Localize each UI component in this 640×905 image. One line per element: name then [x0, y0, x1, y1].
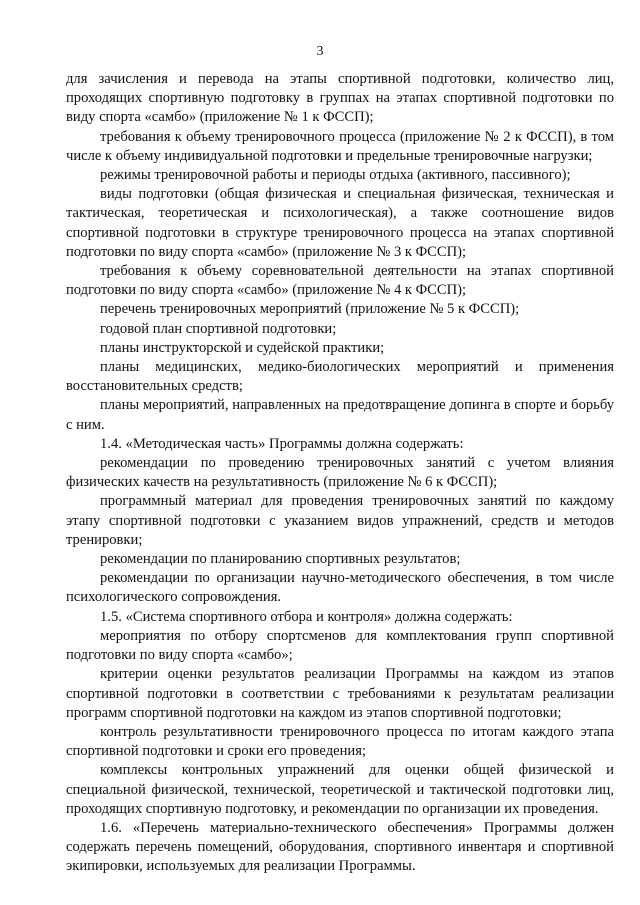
paragraph: критерии оценки результатов реализации Программы на каждом из этапов спортивной подготовки в соответствии с требованиями к результатам реализации программ спортивной подготовки на каждом из этапов спортивной подготовки;	[66, 666, 614, 721]
paragraph: комплексы контрольных упражнений для оценки общей физической и специальной физической, технической, теоретической и тактической подготовки лиц, проходящих спортивную подготовку, и рекомендации по организации их проведения.	[66, 762, 614, 817]
paragraph: требования к объему тренировочного процесса (приложение № 2 к ФССП), в том числе к объему индивидуальной подготовки и предельные тренировочные нагрузки;	[66, 128, 614, 164]
paragraph: рекомендации по планированию спортивных результатов;	[100, 551, 461, 568]
paragraph: перечень тренировочных мероприятий (приложение № 5 к ФССП);	[100, 301, 520, 318]
paragraph: программный материал для проведения тренировочных занятий по каждому этапу спортивной подготовки с указанием видов упражнений, средств и методов тренировки;	[66, 493, 614, 548]
paragraph: контроль результативности тренировочного процесса по итогам каждого этапа спортивной подготовки и сроки его проведения;	[66, 723, 614, 760]
section-heading-1-5: 1.5. «Система спортивного отбора и контроля» должна содержать:	[100, 608, 513, 625]
section-heading-1-4: 1.4. «Методическая часть» Программы должна содержать:	[100, 435, 464, 452]
paragraph: планы мероприятий, направленных на предотвращение допинга в спорте и борьбу с ним.	[66, 397, 614, 433]
paragraph: для зачисления и перевода на этапы спортивной подготовки, количество лиц, проходящих спортивную подготовку в группах на этапах спортивной подготовки по виду спорта «самбо» (приложение № 1 к ФССП);	[66, 71, 614, 126]
paragraph: планы медицинских, медико-биологических мероприятий и применения восстановительных средств;	[66, 359, 614, 395]
paragraph: рекомендации по организации научно-методического обеспечения, в том числе психологического сопровождения.	[66, 570, 614, 606]
paragraph: рекомендации по проведению тренировочных занятий с учетом влияния физических качеств на результативность (приложение № 6 к ФССП);	[66, 455, 614, 491]
paragraph: требования к объему соревновательной деятельности на этапах спортивной подготовки по виду спорта «самбо» (приложение № 4 к ФССП);	[66, 263, 614, 299]
section-1-6-paragraph: 1.6. «Перечень материально-технического обеспечения» Программы должен содержать перечень помещений, оборудования, спортивного инвентаря и спортивной экипировки, используемых для реализации Программы.	[66, 819, 614, 875]
paragraph: годовой план спортивной подготовки;	[100, 320, 337, 337]
paragraph: мероприятия по отбору спортсменов для комплектования групп спортивной подготовки по виду спорта «самбо»;	[66, 627, 614, 664]
document-body	[66, 70, 614, 877]
paragraph: виды подготовки (общая физическая и специальная физическая, техническая и тактическая, теоретическая и психологическая), а также соотношение видов спортивной подготовки в структуре тренировочного процесса на этапах спортивной подготовки по виду спорта «самбо» (приложение № 3 к ФССП);	[66, 186, 614, 260]
paragraph: режимы тренировочной работы и периоды отдыха (активного, пассивного);	[100, 167, 571, 184]
page-number: 3	[316, 44, 324, 59]
paragraph: планы инструкторской и судейской практики;	[100, 339, 385, 356]
